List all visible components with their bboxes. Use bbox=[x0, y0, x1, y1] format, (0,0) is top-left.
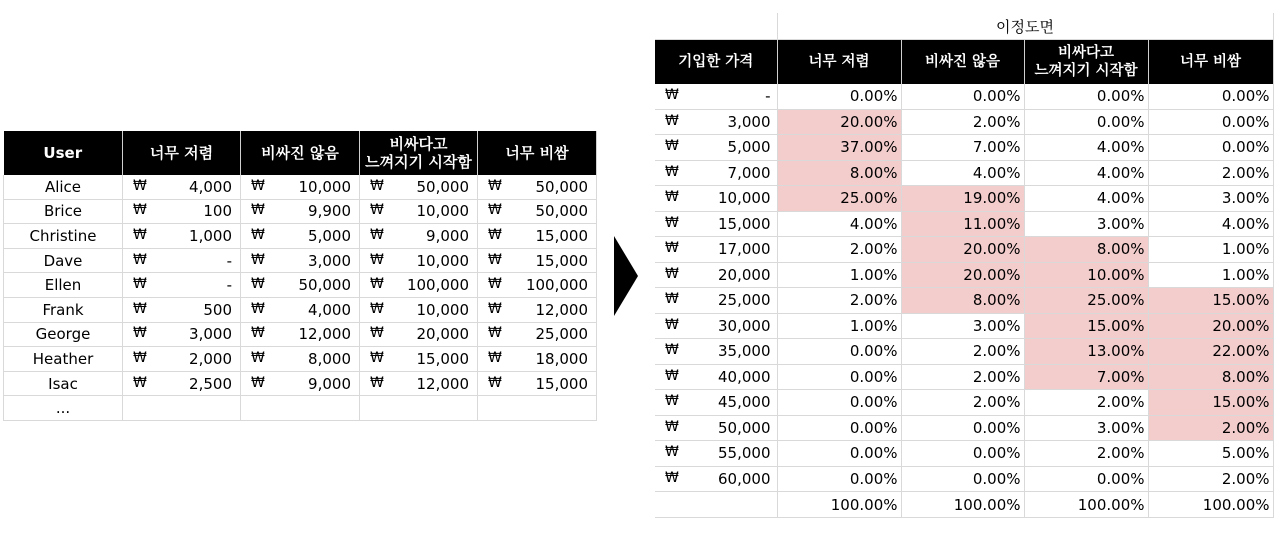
empty-cell bbox=[123, 396, 241, 421]
totals-row bbox=[655, 492, 1273, 518]
percent-cell: 5.00% bbox=[1148, 441, 1273, 467]
price-value: 12,000 bbox=[416, 374, 469, 393]
table-row bbox=[655, 186, 1273, 212]
price-value: 50,000 bbox=[416, 177, 469, 196]
price-cell bbox=[360, 175, 478, 199]
price-cell bbox=[123, 322, 241, 347]
price-value: 15,000 bbox=[718, 214, 771, 233]
price-value: 45,000 bbox=[718, 393, 771, 412]
price-value: 12,000 bbox=[535, 300, 588, 319]
price-value: 35,000 bbox=[718, 342, 771, 361]
price-value: 12,000 bbox=[298, 325, 351, 344]
price-cell bbox=[655, 441, 777, 467]
currency-symbol: ₩ bbox=[665, 138, 679, 155]
price-cell bbox=[655, 211, 777, 237]
percent-cell: 3.00% bbox=[1024, 415, 1148, 441]
price-cell bbox=[655, 364, 777, 390]
currency-symbol: ₩ bbox=[488, 374, 502, 391]
total-cell: 100.00% bbox=[777, 492, 901, 518]
currency-symbol: ₩ bbox=[133, 202, 147, 219]
percent-cell: 20.00% bbox=[901, 262, 1024, 288]
price-value: 50,000 bbox=[718, 418, 771, 437]
price-cell bbox=[123, 371, 241, 396]
user-name: Alice bbox=[4, 175, 123, 199]
price-value: 25,000 bbox=[535, 325, 588, 344]
table-row bbox=[655, 84, 1273, 109]
price-cell bbox=[241, 175, 360, 199]
percent-cell: 3.00% bbox=[901, 313, 1024, 339]
arrow-right-icon bbox=[614, 236, 638, 316]
header-text: 너무 비쌈 bbox=[1179, 54, 1242, 70]
percent-cell: 8.00% bbox=[1024, 237, 1148, 263]
price-cell bbox=[655, 262, 777, 288]
price-cell bbox=[478, 175, 597, 199]
table-row bbox=[655, 390, 1273, 416]
currency-symbol: ₩ bbox=[370, 300, 384, 317]
percent-cell: 0.00% bbox=[901, 441, 1024, 467]
currency-symbol: ₩ bbox=[665, 112, 679, 129]
price-cell bbox=[360, 224, 478, 249]
price-cell bbox=[123, 273, 241, 298]
currency-symbol: ₩ bbox=[370, 226, 384, 243]
currency-symbol: ₩ bbox=[133, 177, 147, 194]
price-distribution-table bbox=[655, 13, 1274, 518]
percent-cell: 22.00% bbox=[1148, 339, 1273, 365]
empty-cell bbox=[655, 492, 777, 518]
price-value: 10,000 bbox=[718, 189, 771, 208]
currency-symbol: ₩ bbox=[665, 240, 679, 257]
price-cell bbox=[478, 347, 597, 372]
table-row bbox=[655, 313, 1273, 339]
percent-cell: 0.00% bbox=[1024, 466, 1148, 492]
currency-symbol: ₩ bbox=[488, 226, 502, 243]
price-value: 4,000 bbox=[308, 300, 351, 319]
currency-symbol: ₩ bbox=[133, 325, 147, 342]
price-cell bbox=[655, 313, 777, 339]
percent-cell: 2.00% bbox=[901, 390, 1024, 416]
currency-symbol: ₩ bbox=[665, 291, 679, 308]
percent-cell: 0.00% bbox=[1024, 84, 1148, 109]
currency-symbol: ₩ bbox=[133, 226, 147, 243]
percent-cell: 25.00% bbox=[777, 186, 901, 212]
user-name: Brice bbox=[4, 199, 123, 224]
currency-symbol: ₩ bbox=[665, 163, 679, 180]
percent-cell: 15.00% bbox=[1148, 288, 1273, 314]
price-value: - bbox=[226, 251, 232, 270]
user-name: Frank bbox=[4, 297, 123, 322]
price-value: 100,000 bbox=[406, 276, 469, 295]
column-header bbox=[1024, 40, 1148, 85]
table-row bbox=[4, 175, 597, 199]
price-value: 4,000 bbox=[189, 177, 232, 196]
header-text: 너무 저렴 bbox=[149, 144, 214, 162]
currency-symbol: ₩ bbox=[133, 374, 147, 391]
percent-cell: 3.00% bbox=[1148, 186, 1273, 212]
percent-cell: 0.00% bbox=[1148, 109, 1273, 135]
price-value: 7,000 bbox=[727, 163, 771, 182]
price-value: 18,000 bbox=[535, 349, 588, 368]
price-value: 5,000 bbox=[727, 138, 771, 157]
currency-symbol: ₩ bbox=[370, 325, 384, 342]
percent-cell: 1.00% bbox=[777, 313, 901, 339]
price-cell bbox=[241, 322, 360, 347]
price-value: 8,000 bbox=[308, 349, 351, 368]
currency-symbol: ₩ bbox=[488, 251, 502, 268]
currency-symbol: ₩ bbox=[370, 202, 384, 219]
percent-cell: 0.00% bbox=[777, 415, 901, 441]
price-value: 500 bbox=[203, 300, 232, 319]
header-text: 비싸다고 bbox=[1057, 45, 1115, 61]
total-cell: 100.00% bbox=[1024, 492, 1148, 518]
percent-cell: 0.00% bbox=[1024, 109, 1148, 135]
header-text: 비싸다고 bbox=[389, 135, 448, 153]
percent-cell: 4.00% bbox=[1024, 186, 1148, 212]
currency-symbol: ₩ bbox=[665, 418, 679, 435]
price-cell bbox=[655, 339, 777, 365]
percent-cell: 0.00% bbox=[901, 415, 1024, 441]
price-value: 100 bbox=[203, 202, 232, 221]
currency-symbol: ₩ bbox=[665, 316, 679, 333]
price-cell bbox=[655, 390, 777, 416]
column-header bbox=[360, 131, 478, 175]
price-cell bbox=[360, 322, 478, 347]
price-value: 10,000 bbox=[416, 202, 469, 221]
currency-symbol: ₩ bbox=[251, 325, 265, 342]
currency-symbol: ₩ bbox=[488, 349, 502, 366]
percent-cell: 2.00% bbox=[901, 339, 1024, 365]
percent-cell: 2.00% bbox=[1148, 160, 1273, 186]
price-value: 20,000 bbox=[416, 325, 469, 344]
table-row bbox=[655, 211, 1273, 237]
percent-cell: 25.00% bbox=[1024, 288, 1148, 314]
header-text: 비싸진 않음 bbox=[261, 144, 339, 162]
percent-cell: 0.00% bbox=[777, 84, 901, 109]
table-row bbox=[4, 347, 597, 372]
price-value: 10,000 bbox=[416, 251, 469, 270]
price-value: 1,000 bbox=[189, 226, 232, 245]
currency-symbol: ₩ bbox=[370, 177, 384, 194]
column-header bbox=[478, 131, 597, 175]
currency-symbol: ₩ bbox=[251, 226, 265, 243]
price-cell bbox=[478, 322, 597, 347]
price-cell bbox=[241, 347, 360, 372]
percent-cell: 2.00% bbox=[901, 364, 1024, 390]
currency-symbol: ₩ bbox=[370, 251, 384, 268]
user-name: Dave bbox=[4, 248, 123, 273]
empty-cell bbox=[360, 396, 478, 421]
price-value: 15,000 bbox=[535, 251, 588, 270]
header-text: User bbox=[43, 144, 83, 162]
percent-cell: 2.00% bbox=[1148, 415, 1273, 441]
price-cell bbox=[360, 297, 478, 322]
currency-symbol: ₩ bbox=[665, 265, 679, 282]
percent-cell: 8.00% bbox=[777, 160, 901, 186]
currency-symbol: ₩ bbox=[251, 276, 265, 293]
table-row bbox=[655, 415, 1273, 441]
currency-symbol: ₩ bbox=[665, 367, 679, 384]
price-value: 15,000 bbox=[416, 349, 469, 368]
table-row bbox=[655, 160, 1273, 186]
currency-symbol: ₩ bbox=[370, 374, 384, 391]
percent-cell: 7.00% bbox=[901, 135, 1024, 161]
percent-cell: 7.00% bbox=[1024, 364, 1148, 390]
percent-cell: 8.00% bbox=[901, 288, 1024, 314]
table-row bbox=[4, 199, 597, 224]
table-row bbox=[4, 224, 597, 249]
price-value: 2,500 bbox=[189, 374, 232, 393]
percent-cell: 19.00% bbox=[901, 186, 1024, 212]
price-value: 5,000 bbox=[308, 226, 351, 245]
price-cell bbox=[360, 248, 478, 273]
table-row bbox=[655, 441, 1273, 467]
table-row bbox=[655, 237, 1273, 263]
price-value: 9,000 bbox=[426, 226, 469, 245]
table-row bbox=[655, 135, 1273, 161]
currency-symbol: ₩ bbox=[488, 276, 502, 293]
percent-cell: 15.00% bbox=[1148, 390, 1273, 416]
user-name: Heather bbox=[4, 347, 123, 372]
percent-cell: 0.00% bbox=[777, 390, 901, 416]
price-cell bbox=[655, 415, 777, 441]
empty-cell bbox=[655, 13, 777, 40]
currency-symbol: ₩ bbox=[133, 300, 147, 317]
percent-cell: 1.00% bbox=[1148, 237, 1273, 263]
currency-symbol: ₩ bbox=[251, 374, 265, 391]
percent-cell: 11.00% bbox=[901, 211, 1024, 237]
table-header-row bbox=[4, 131, 597, 175]
currency-symbol: ₩ bbox=[251, 177, 265, 194]
price-value: 100,000 bbox=[525, 276, 588, 295]
price-cell bbox=[655, 135, 777, 161]
price-value: 3,000 bbox=[308, 251, 351, 270]
percent-cell: 4.00% bbox=[1024, 135, 1148, 161]
percent-cell: 20.00% bbox=[901, 237, 1024, 263]
price-value: - bbox=[765, 87, 771, 106]
column-header bbox=[1148, 40, 1273, 85]
user-name: Ellen bbox=[4, 273, 123, 298]
price-cell bbox=[360, 371, 478, 396]
currency-symbol: ₩ bbox=[251, 202, 265, 219]
currency-symbol: ₩ bbox=[133, 276, 147, 293]
percent-cell: 15.00% bbox=[1024, 313, 1148, 339]
price-cell bbox=[123, 297, 241, 322]
percent-cell: 2.00% bbox=[1148, 466, 1273, 492]
price-cell bbox=[478, 297, 597, 322]
percent-cell: 3.00% bbox=[1024, 211, 1148, 237]
currency-symbol: ₩ bbox=[251, 349, 265, 366]
price-value: 20,000 bbox=[718, 265, 771, 284]
super-header-row bbox=[655, 13, 1273, 40]
currency-symbol: ₩ bbox=[665, 393, 679, 410]
price-value: 9,900 bbox=[308, 202, 351, 221]
price-cell bbox=[655, 160, 777, 186]
price-cell bbox=[241, 297, 360, 322]
column-header bbox=[655, 40, 777, 85]
percent-cell: 20.00% bbox=[777, 109, 901, 135]
price-cell bbox=[360, 199, 478, 224]
price-value: 50,000 bbox=[535, 202, 588, 221]
column-header bbox=[777, 40, 901, 85]
table-row bbox=[655, 288, 1273, 314]
percent-cell: 4.00% bbox=[1024, 160, 1148, 186]
column-header bbox=[241, 131, 360, 175]
currency-symbol: ₩ bbox=[370, 349, 384, 366]
currency-symbol: ₩ bbox=[488, 177, 502, 194]
price-value: - bbox=[226, 276, 232, 295]
table-row bbox=[4, 396, 597, 421]
percent-cell: 0.00% bbox=[1148, 84, 1273, 109]
percent-cell: 0.00% bbox=[901, 466, 1024, 492]
price-value: 50,000 bbox=[535, 177, 588, 196]
total-cell: 100.00% bbox=[901, 492, 1024, 518]
column-header bbox=[4, 131, 123, 175]
percent-cell: 1.00% bbox=[1148, 262, 1273, 288]
percent-cell: 0.00% bbox=[901, 84, 1024, 109]
header-text: 비싸진 않음 bbox=[924, 54, 1001, 70]
price-cell bbox=[360, 347, 478, 372]
price-value: 55,000 bbox=[718, 444, 771, 463]
price-value: 30,000 bbox=[718, 316, 771, 335]
percent-cell: 0.00% bbox=[777, 364, 901, 390]
percent-cell: 0.00% bbox=[777, 441, 901, 467]
price-value: 17,000 bbox=[718, 240, 771, 259]
user-price-table bbox=[3, 131, 597, 421]
price-cell bbox=[123, 199, 241, 224]
price-value: 50,000 bbox=[298, 276, 351, 295]
percent-cell: 37.00% bbox=[777, 135, 901, 161]
currency-symbol: ₩ bbox=[665, 342, 679, 359]
percent-cell: 1.00% bbox=[777, 262, 901, 288]
table-row bbox=[4, 371, 597, 396]
price-cell bbox=[655, 237, 777, 263]
currency-symbol: ₩ bbox=[488, 300, 502, 317]
price-cell bbox=[478, 248, 597, 273]
price-cell bbox=[123, 224, 241, 249]
price-value: 3,000 bbox=[189, 325, 232, 344]
price-cell bbox=[241, 371, 360, 396]
header-text: 너무 저렴 bbox=[808, 54, 870, 70]
currency-symbol: ₩ bbox=[251, 251, 265, 268]
currency-symbol: ₩ bbox=[488, 202, 502, 219]
percent-cell: 10.00% bbox=[1024, 262, 1148, 288]
percent-cell: 2.00% bbox=[901, 109, 1024, 135]
price-cell bbox=[655, 186, 777, 212]
table-row bbox=[655, 339, 1273, 365]
percent-cell: 13.00% bbox=[1024, 339, 1148, 365]
table-row bbox=[655, 262, 1273, 288]
price-cell bbox=[655, 288, 777, 314]
table-row bbox=[4, 297, 597, 322]
table-row bbox=[4, 248, 597, 273]
currency-symbol: ₩ bbox=[665, 469, 679, 486]
price-value: 25,000 bbox=[718, 291, 771, 310]
currency-symbol: ₩ bbox=[665, 444, 679, 461]
price-cell bbox=[655, 109, 777, 135]
currency-symbol: ₩ bbox=[133, 349, 147, 366]
price-cell bbox=[241, 224, 360, 249]
ellipsis: ... bbox=[4, 396, 123, 421]
price-cell bbox=[478, 273, 597, 298]
percent-cell: 2.00% bbox=[1024, 441, 1148, 467]
price-cell bbox=[478, 371, 597, 396]
empty-cell bbox=[478, 396, 597, 421]
price-cell bbox=[655, 466, 777, 492]
price-cell bbox=[241, 273, 360, 298]
currency-symbol: ₩ bbox=[133, 251, 147, 268]
price-value: 9,000 bbox=[308, 374, 351, 393]
price-cell bbox=[655, 84, 777, 109]
percent-cell: 0.00% bbox=[1148, 135, 1273, 161]
price-value: 15,000 bbox=[535, 226, 588, 245]
price-cell bbox=[241, 199, 360, 224]
currency-symbol: ₩ bbox=[665, 87, 679, 104]
user-name: Christine bbox=[4, 224, 123, 249]
price-value: 2,000 bbox=[189, 349, 232, 368]
header-text: 느껴지기 시작함 bbox=[365, 153, 472, 171]
empty-cell bbox=[241, 396, 360, 421]
price-cell bbox=[123, 248, 241, 273]
table-row bbox=[4, 322, 597, 347]
header-text: 느껴지기 시작함 bbox=[1034, 63, 1138, 79]
price-cell bbox=[478, 199, 597, 224]
currency-symbol: ₩ bbox=[251, 300, 265, 317]
price-value: 10,000 bbox=[298, 177, 351, 196]
table-row bbox=[655, 109, 1273, 135]
percent-cell: 0.00% bbox=[777, 466, 901, 492]
percent-cell: 4.00% bbox=[777, 211, 901, 237]
price-value: 10,000 bbox=[416, 300, 469, 319]
percent-cell: 20.00% bbox=[1148, 313, 1273, 339]
price-cell bbox=[123, 347, 241, 372]
table-row bbox=[4, 273, 597, 298]
price-value: 3,000 bbox=[727, 112, 771, 131]
currency-symbol: ₩ bbox=[488, 325, 502, 342]
price-value: 40,000 bbox=[718, 367, 771, 386]
header-text: 너무 비쌈 bbox=[505, 144, 569, 162]
total-cell: 100.00% bbox=[1148, 492, 1273, 518]
percent-cell: 4.00% bbox=[901, 160, 1024, 186]
user-name: Isac bbox=[4, 371, 123, 396]
percent-cell: 8.00% bbox=[1148, 364, 1273, 390]
user-name: George bbox=[4, 322, 123, 347]
currency-symbol: ₩ bbox=[665, 214, 679, 231]
percent-cell: 0.00% bbox=[777, 339, 901, 365]
percent-cell: 2.00% bbox=[1024, 390, 1148, 416]
currency-symbol: ₩ bbox=[665, 189, 679, 206]
column-header bbox=[123, 131, 241, 175]
header-text: 기입한 가격 bbox=[678, 54, 754, 70]
percent-cell: 4.00% bbox=[1148, 211, 1273, 237]
currency-symbol: ₩ bbox=[370, 276, 384, 293]
price-cell bbox=[478, 224, 597, 249]
super-header: 이정도면 bbox=[777, 13, 1273, 40]
percent-cell: 2.00% bbox=[777, 288, 901, 314]
column-header bbox=[901, 40, 1024, 85]
percent-cell: 2.00% bbox=[777, 237, 901, 263]
price-value: 60,000 bbox=[718, 469, 771, 488]
price-value: 15,000 bbox=[535, 374, 588, 393]
table-row bbox=[655, 466, 1273, 492]
price-cell bbox=[123, 175, 241, 199]
table-header-row bbox=[655, 40, 1273, 85]
table-row bbox=[655, 364, 1273, 390]
price-cell bbox=[241, 248, 360, 273]
price-cell bbox=[360, 273, 478, 298]
